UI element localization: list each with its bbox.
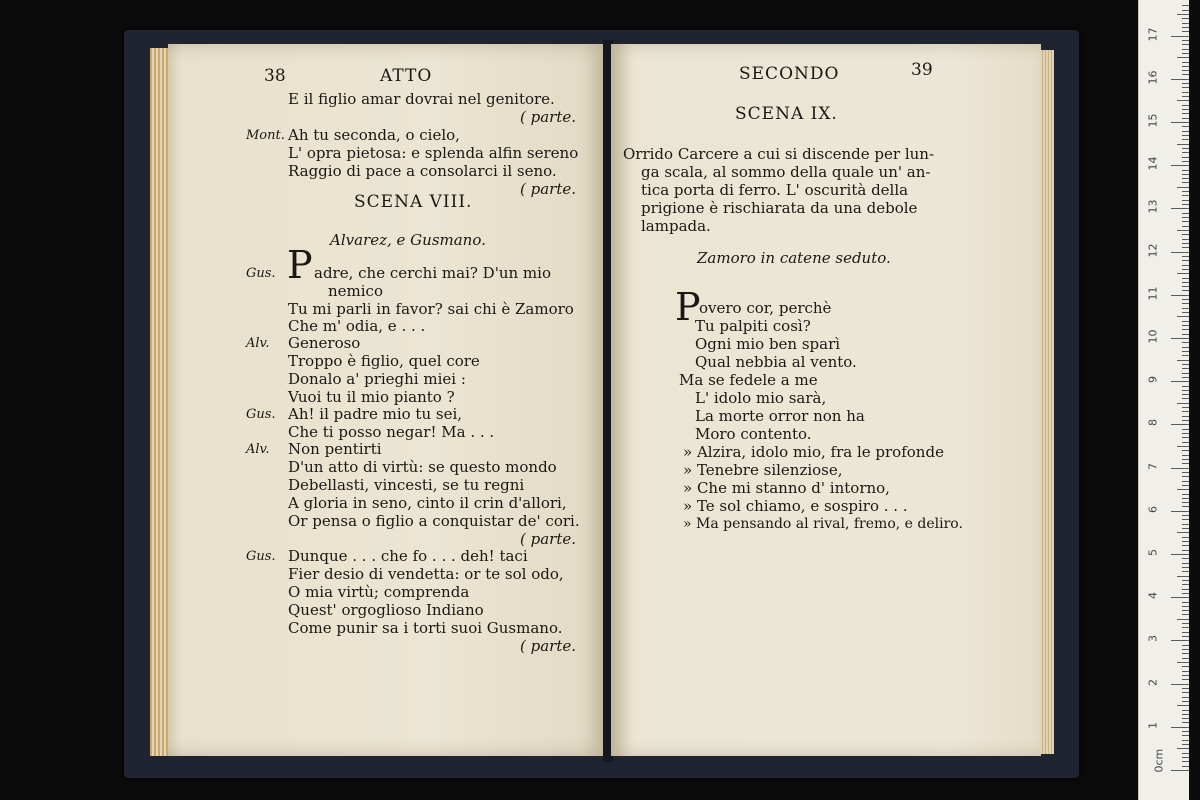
verse-line: nemico xyxy=(328,282,383,300)
speaker-label: Gus. xyxy=(246,266,276,281)
ruler-tick xyxy=(1182,83,1189,84)
ruler-tick xyxy=(1177,662,1189,663)
ruler-tick xyxy=(1182,580,1189,581)
verse-line: Ah tu seconda, o cielo, xyxy=(288,126,460,144)
ruler-tick xyxy=(1182,364,1189,365)
ruler-tick xyxy=(1182,53,1189,54)
ruler-tick xyxy=(1182,182,1189,183)
ruler-tick xyxy=(1182,416,1189,417)
ruler-tick xyxy=(1182,541,1189,542)
ruler-tick xyxy=(1182,645,1189,646)
ruler-tick xyxy=(1182,234,1189,235)
ruler-tick xyxy=(1182,567,1189,568)
ruler-tick xyxy=(1177,446,1189,447)
ruler-tick xyxy=(1171,727,1189,728)
verse-line: Qual nebbia al vento. xyxy=(695,353,857,371)
ruler-tick xyxy=(1171,770,1189,771)
ruler-tick xyxy=(1182,191,1189,192)
ruler-tick xyxy=(1182,118,1189,119)
ruler-tick xyxy=(1182,494,1189,495)
ruler-tick xyxy=(1182,105,1189,106)
ruler-tick xyxy=(1182,135,1189,136)
ruler-tick xyxy=(1182,394,1189,395)
speaker-label: Gus. xyxy=(246,549,276,564)
ruler-tick xyxy=(1182,658,1189,659)
ruler-label: 4 xyxy=(1146,592,1160,600)
ruler-tick xyxy=(1171,79,1189,80)
ruler-tick xyxy=(1182,62,1189,63)
ruler-tick xyxy=(1182,688,1189,689)
ruler-tick xyxy=(1182,502,1189,503)
verse-line: » Ma pensando al rival, fremo, e deliro. xyxy=(683,516,963,532)
ruler-label: 1 xyxy=(1146,721,1160,729)
ruler-tick xyxy=(1182,593,1189,594)
ruler-label: 17 xyxy=(1146,27,1160,42)
ruler-tick xyxy=(1182,627,1189,628)
ruler-tick xyxy=(1182,442,1189,443)
ruler-tick xyxy=(1182,92,1189,93)
stage-direction: ( parte. xyxy=(520,637,577,655)
ruler-tick xyxy=(1177,748,1189,749)
ruler-tick xyxy=(1182,148,1189,149)
ruler-tick xyxy=(1182,463,1189,464)
ruler-tick xyxy=(1182,623,1189,624)
stage-direction-line: prigione è rischiarata da una debole xyxy=(641,199,918,217)
ruler-label: 2 xyxy=(1146,678,1160,686)
ruler-tick xyxy=(1182,126,1189,127)
ruler-tick xyxy=(1182,312,1189,313)
verse-line: Generoso xyxy=(288,334,361,352)
ruler-tick xyxy=(1182,329,1189,330)
ruler-tick xyxy=(1182,290,1189,291)
ruler-tick xyxy=(1182,286,1189,287)
speaker-label: Alv. xyxy=(246,336,270,351)
ruler-tick xyxy=(1177,532,1189,533)
character-list: Zamoro in catene seduto. xyxy=(697,249,891,267)
ruler-tick xyxy=(1171,165,1189,166)
ruler-tick xyxy=(1182,636,1189,637)
ruler-tick xyxy=(1182,761,1189,762)
verse-line: Dunque . . . che fo . . . deh! taci xyxy=(288,547,528,565)
ruler-tick xyxy=(1177,100,1189,101)
ruler-tick xyxy=(1182,710,1189,711)
ruler-tick xyxy=(1182,152,1189,153)
ruler-tick xyxy=(1177,230,1189,231)
ruler-tick xyxy=(1182,308,1189,309)
ruler-tick xyxy=(1182,10,1189,11)
ruler-tick xyxy=(1182,459,1189,460)
ruler-tick xyxy=(1182,49,1189,50)
ruler-tick xyxy=(1182,40,1189,41)
ruler-label: 5 xyxy=(1146,549,1160,556)
stage-direction: ( parte. xyxy=(520,530,577,548)
verse-line: » Alzira, idolo mio, fra le profonde xyxy=(683,443,944,461)
ruler-tick xyxy=(1182,515,1189,516)
ruler-tick xyxy=(1171,554,1189,555)
speaker-label: Alv. xyxy=(246,442,270,457)
ruler-tick xyxy=(1182,351,1189,352)
ruler-tick xyxy=(1182,23,1189,24)
ruler-tick xyxy=(1182,355,1189,356)
ruler-tick xyxy=(1182,347,1189,348)
ruler-tick xyxy=(1182,537,1189,538)
ruler-tick xyxy=(1182,131,1189,132)
verse-line: Ma se fedele a me xyxy=(679,371,818,389)
ruler-tick xyxy=(1182,632,1189,633)
ruler-tick xyxy=(1182,303,1189,304)
ruler-tick xyxy=(1177,403,1189,404)
ruler-tick xyxy=(1182,109,1189,110)
ruler-tick xyxy=(1182,753,1189,754)
ruler-tick xyxy=(1182,96,1189,97)
ruler-tick xyxy=(1182,18,1189,19)
ruler-tick xyxy=(1171,338,1189,339)
ruler-tick xyxy=(1182,433,1189,434)
verse-line: Quest' orgoglioso Indiano xyxy=(288,601,484,619)
ruler-tick xyxy=(1182,5,1189,6)
ruler-tick xyxy=(1182,368,1189,369)
ruler-label: 16 xyxy=(1146,70,1160,85)
running-head: ATTO xyxy=(380,66,433,86)
ruler-tick xyxy=(1182,740,1189,741)
ruler-tick xyxy=(1182,373,1189,374)
ruler-tick xyxy=(1182,498,1189,499)
ruler-tick xyxy=(1182,386,1189,387)
ruler-tick xyxy=(1182,744,1189,745)
ruler-tick xyxy=(1182,243,1189,244)
ruler-tick xyxy=(1177,57,1189,58)
measurement-ruler xyxy=(1138,0,1189,800)
ruler-tick xyxy=(1171,122,1189,123)
verse-line: Che m' odia, e . . . xyxy=(288,317,426,335)
ruler-tick xyxy=(1171,208,1189,209)
ruler-tick xyxy=(1182,589,1189,590)
ruler-tick xyxy=(1182,506,1189,507)
ruler-label: 14 xyxy=(1146,156,1160,171)
drop-cap: P xyxy=(287,243,313,287)
ruler-tick xyxy=(1177,576,1189,577)
ruler-tick xyxy=(1182,256,1189,257)
stage-direction-line: tica porta di ferro. L' oscurità della xyxy=(641,181,909,199)
ruler-tick xyxy=(1182,714,1189,715)
verse-line: Come punir sa i torti suoi Gusmano. xyxy=(288,619,563,637)
ruler-tick xyxy=(1182,524,1189,525)
verse-line: overo cor, perchè xyxy=(699,299,832,317)
ruler-tick xyxy=(1171,381,1189,382)
verse-line: Ogni mio ben sparì xyxy=(695,335,841,353)
ruler-tick xyxy=(1171,597,1189,598)
ruler-tick xyxy=(1182,31,1189,32)
ruler-tick xyxy=(1182,602,1189,603)
ruler-tick xyxy=(1171,684,1189,685)
verse-line: Donalo a' prieghi miei : xyxy=(288,370,466,388)
ruler-tick xyxy=(1182,342,1189,343)
ruler-tick xyxy=(1182,476,1189,477)
verse-line: Moro contento. xyxy=(695,425,812,443)
speaker-label: Mont. xyxy=(246,128,285,143)
ruler-label: 6 xyxy=(1146,505,1160,513)
ruler-tick xyxy=(1182,429,1189,430)
ruler-tick xyxy=(1182,157,1189,158)
ruler-tick xyxy=(1171,468,1189,469)
ruler-tick xyxy=(1182,174,1189,175)
ruler-tick xyxy=(1182,722,1189,723)
ruler-tick xyxy=(1177,316,1189,317)
ruler-tick xyxy=(1182,437,1189,438)
ruler-label: 7 xyxy=(1146,462,1160,470)
verse-line: Tu palpiti così? xyxy=(695,317,811,335)
ruler-tick xyxy=(1182,679,1189,680)
ruler-tick xyxy=(1182,113,1189,114)
ruler-tick xyxy=(1177,144,1189,145)
verse-line: L' idolo mio sarà, xyxy=(695,389,827,407)
verse-line: Tu mi parli in favor? sai chi è Zamoro xyxy=(288,300,574,318)
ruler-tick xyxy=(1182,247,1189,248)
stage-direction-line: Orrido Carcere a cui si discende per lun- xyxy=(623,145,935,163)
ruler-tick xyxy=(1182,44,1189,45)
ruler-tick xyxy=(1182,299,1189,300)
ruler-label: 12 xyxy=(1146,243,1160,258)
scene-heading: SCENA IX. xyxy=(735,104,838,124)
ruler-tick xyxy=(1171,511,1189,512)
running-head: SECONDO xyxy=(739,64,840,84)
ruler-tick xyxy=(1182,610,1189,611)
ruler-tick xyxy=(1171,640,1189,641)
ruler-tick xyxy=(1182,377,1189,378)
ruler-tick xyxy=(1182,649,1189,650)
verse-line: Or pensa o figlio a conquistar de' cori. xyxy=(288,512,580,530)
ruler-tick xyxy=(1182,407,1189,408)
page-edges-right xyxy=(1040,50,1054,754)
ruler-tick xyxy=(1177,14,1189,15)
ruler-tick xyxy=(1171,36,1189,37)
ruler-tick xyxy=(1182,481,1189,482)
ruler-tick xyxy=(1182,731,1189,732)
ruler-tick xyxy=(1182,614,1189,615)
ruler-tick xyxy=(1182,411,1189,412)
ruler-tick xyxy=(1182,195,1189,196)
stage-direction: ( parte. xyxy=(520,108,577,126)
verse-line: Vuoi tu il mio pianto ? xyxy=(288,388,455,406)
ruler-tick xyxy=(1182,239,1189,240)
page-number: 39 xyxy=(911,60,933,80)
verse-line: E il figlio amar dovrai nel genitore. xyxy=(288,90,555,108)
ruler-label: 0cm xyxy=(1152,748,1166,773)
ruler-tick xyxy=(1182,265,1189,266)
ruler-tick xyxy=(1182,718,1189,719)
stage-direction-line: lampada. xyxy=(641,217,711,235)
ruler-tick xyxy=(1182,735,1189,736)
ruler-tick xyxy=(1182,269,1189,270)
speaker-label: Gus. xyxy=(246,407,276,422)
ruler-tick xyxy=(1182,666,1189,667)
ruler-label: 9 xyxy=(1146,376,1160,384)
drop-cap: P xyxy=(675,285,701,329)
ruler-tick xyxy=(1182,334,1189,335)
ruler-label: 8 xyxy=(1146,419,1160,427)
ruler-tick xyxy=(1177,187,1189,188)
ruler-tick xyxy=(1182,757,1189,758)
verse-line: D'un atto di virtù: se questo mondo xyxy=(288,458,557,476)
verse-line: adre, che cerchi mai? D'un mio xyxy=(314,264,551,282)
ruler-tick xyxy=(1182,204,1189,205)
verse-line: Fier desio di vendetta: or te sol odo, xyxy=(288,565,564,583)
verse-line: Debellasti, vincesti, se tu regni xyxy=(288,476,525,494)
stage-direction-line: ga scala, al sommo della quale un' an- xyxy=(641,163,931,181)
ruler-tick xyxy=(1182,671,1189,672)
page-number: 38 xyxy=(264,66,286,86)
verse-line: O mia virtù; comprenda xyxy=(288,583,470,601)
ruler-tick xyxy=(1182,221,1189,222)
verse-line: A gloria in seno, cinto il crin d'allori, xyxy=(288,494,567,512)
ruler-tick xyxy=(1171,252,1189,253)
ruler-tick xyxy=(1182,606,1189,607)
ruler-tick xyxy=(1182,170,1189,171)
ruler-tick xyxy=(1182,27,1189,28)
ruler-tick xyxy=(1182,66,1189,67)
ruler-tick xyxy=(1182,200,1189,201)
verse-line: L' opra pietosa: e splenda alfin sereno xyxy=(288,144,579,162)
stage-direction: ( parte. xyxy=(520,180,577,198)
verse-line: La morte orror non ha xyxy=(695,407,865,425)
ruler-tick xyxy=(1182,325,1189,326)
ruler-tick xyxy=(1182,450,1189,451)
verse-line: Raggio di pace a consolarci il seno. xyxy=(288,162,557,180)
ruler-tick xyxy=(1182,766,1189,767)
ruler-tick xyxy=(1182,528,1189,529)
ruler-tick xyxy=(1177,705,1189,706)
ruler-tick xyxy=(1182,74,1189,75)
right-page xyxy=(611,44,1041,756)
ruler-tick xyxy=(1177,489,1189,490)
ruler-tick xyxy=(1182,519,1189,520)
ruler-tick xyxy=(1182,420,1189,421)
ruler-tick xyxy=(1177,273,1189,274)
ruler-tick xyxy=(1171,295,1189,296)
ruler-tick xyxy=(1182,282,1189,283)
ruler-tick xyxy=(1182,563,1189,564)
ruler-tick xyxy=(1182,584,1189,585)
ruler-tick xyxy=(1182,398,1189,399)
ruler-tick xyxy=(1177,360,1189,361)
scene-heading: SCENA VIII. xyxy=(354,192,473,212)
verse-line: Non pentirti xyxy=(288,440,382,458)
ruler-tick xyxy=(1171,424,1189,425)
verse-line: Che ti posso negar! Ma . . . xyxy=(288,423,495,441)
ruler-tick xyxy=(1177,619,1189,620)
ruler-tick xyxy=(1182,390,1189,391)
verse-line: Troppo è figlio, quel core xyxy=(288,352,480,370)
ruler-tick xyxy=(1182,260,1189,261)
ruler-tick xyxy=(1182,213,1189,214)
page-edges-left xyxy=(150,48,170,756)
ruler-tick xyxy=(1182,558,1189,559)
verse-line: Ah! il padre mio tu sei, xyxy=(288,405,463,423)
ruler-tick xyxy=(1182,571,1189,572)
verse-line: » Te sol chiamo, e sospiro . . . xyxy=(683,497,908,515)
ruler-label: 10 xyxy=(1146,329,1160,344)
ruler-tick xyxy=(1182,550,1189,551)
character-list: Alvarez, e Gusmano. xyxy=(330,231,486,249)
ruler-tick xyxy=(1182,226,1189,227)
ruler-tick xyxy=(1182,675,1189,676)
ruler-tick xyxy=(1182,701,1189,702)
left-page xyxy=(168,44,605,756)
ruler-tick xyxy=(1182,278,1189,279)
ruler-tick xyxy=(1182,455,1189,456)
ruler-tick xyxy=(1182,178,1189,179)
ruler-label: 15 xyxy=(1146,113,1160,128)
ruler-label: 11 xyxy=(1146,286,1160,301)
ruler-tick xyxy=(1182,217,1189,218)
ruler-tick xyxy=(1182,697,1189,698)
ruler-tick xyxy=(1182,653,1189,654)
ruler-label: 13 xyxy=(1146,199,1160,214)
ruler-tick xyxy=(1182,692,1189,693)
ruler-label: 3 xyxy=(1146,635,1160,643)
ruler-tick xyxy=(1182,321,1189,322)
verse-line: » Che mi stanno d' intorno, xyxy=(683,479,890,497)
ruler-tick xyxy=(1182,485,1189,486)
ruler-tick xyxy=(1182,87,1189,88)
ruler-tick xyxy=(1182,161,1189,162)
ruler-tick xyxy=(1182,139,1189,140)
verse-line: » Tenebre silenziose, xyxy=(683,461,843,479)
ruler-tick xyxy=(1182,545,1189,546)
ruler-tick xyxy=(1182,70,1189,71)
ruler-tick xyxy=(1182,472,1189,473)
